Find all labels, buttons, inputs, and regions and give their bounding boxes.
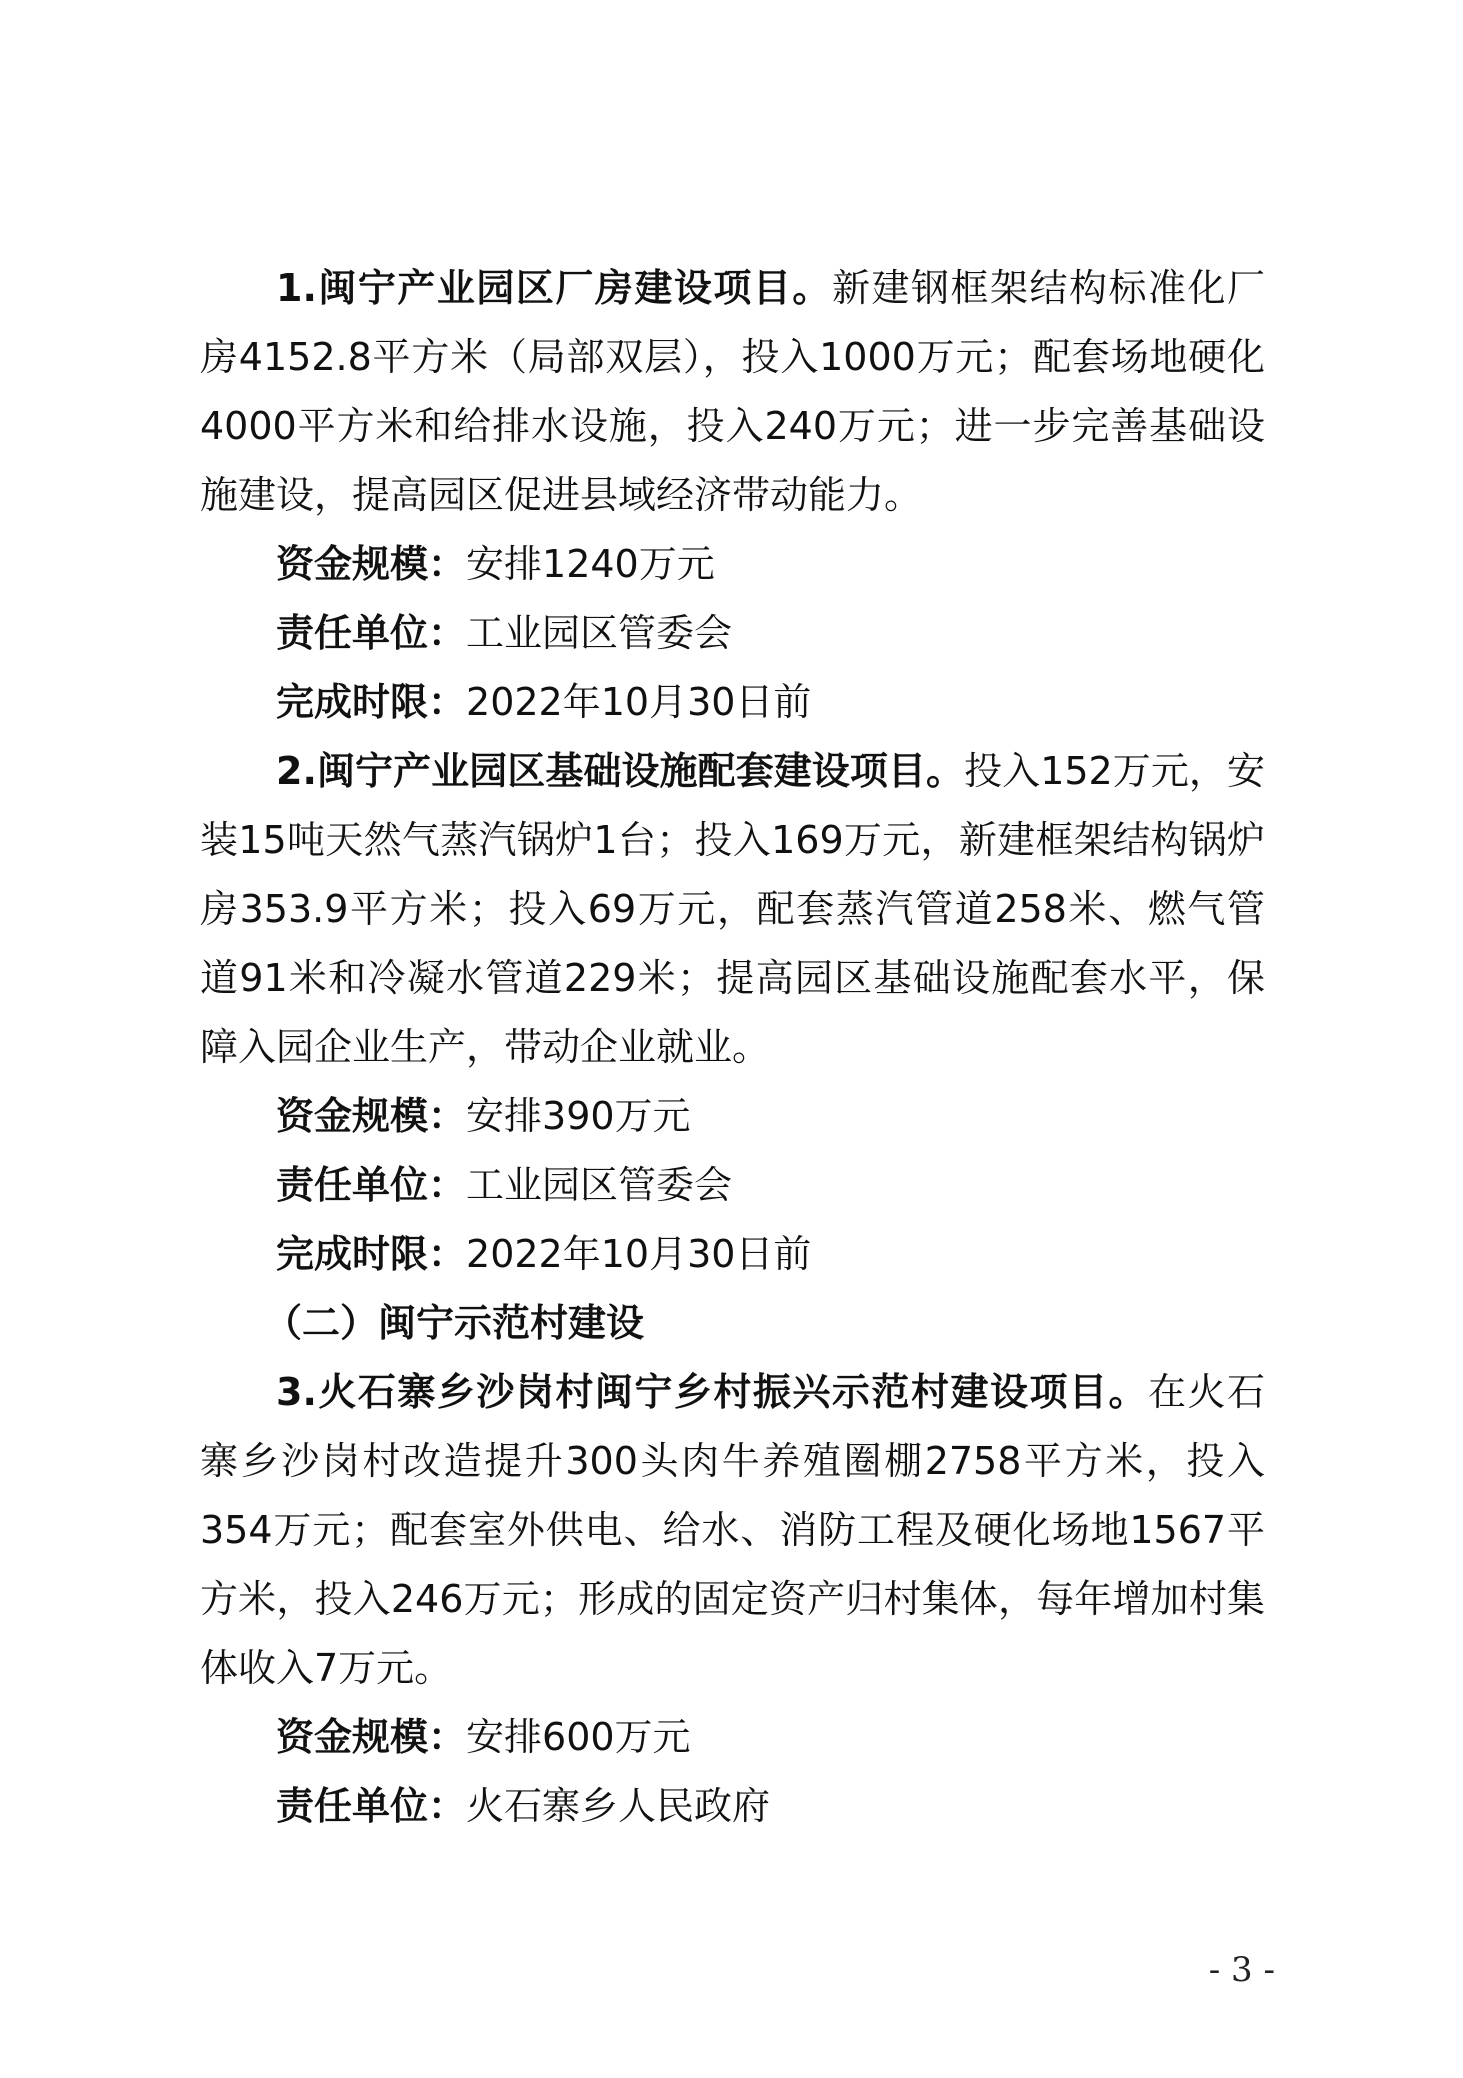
fund-value: 安排390万元 bbox=[466, 1094, 691, 1138]
fund-value: 安排600万元 bbox=[466, 1715, 691, 1759]
project-3-unit bbox=[200, 1772, 1265, 1841]
project-2-fund bbox=[200, 1082, 1265, 1151]
deadline-value: 2022年10月30日前 bbox=[466, 680, 812, 724]
project-2-unit bbox=[200, 1151, 1265, 1220]
fund-label: 资金规模： bbox=[276, 542, 467, 586]
deadline-label: 完成时限： bbox=[276, 680, 467, 724]
project-2-heading: 2.闽宁产业园区基础设施配套建设项目。 bbox=[276, 749, 965, 793]
unit-value: 工业园区管委会 bbox=[466, 1163, 733, 1207]
page-number: - 3 - bbox=[1208, 1950, 1275, 1990]
unit-label: 责任单位： bbox=[276, 611, 467, 655]
project-2-paragraph bbox=[200, 737, 1265, 1082]
project-1-description: 新建钢框架结构标准化厂房4152.8平方米（局部双层），投入1000万元；配套场地硬化4000平方米和给排水设施，投入240万元；进一步完善基础设施建设，提高园区促进县域经济带动能力。 bbox=[200, 266, 1265, 517]
unit-value: 火石寨乡人民政府 bbox=[466, 1784, 771, 1828]
section-heading: （二）闽宁示范村建设 bbox=[264, 1301, 645, 1345]
project-3-fund bbox=[200, 1703, 1265, 1772]
unit-value: 工业园区管委会 bbox=[466, 611, 733, 655]
fund-label: 资金规模： bbox=[276, 1094, 467, 1138]
project-2-description: 投入152万元，安装15吨天然气蒸汽锅炉1台；投入169万元，新建框架结构锅炉房353.9平方米；投入69万元，配套蒸汽管道258米、燃气管道91米和冷凝水管道229米；提高园区基础设施配套水平，保障入园企业生产，带动企业就业。 bbox=[200, 749, 1265, 1069]
project-3-paragraph bbox=[200, 1358, 1265, 1703]
project-1-paragraph bbox=[200, 254, 1265, 530]
fund-value: 安排1240万元 bbox=[466, 542, 715, 586]
unit-label: 责任单位： bbox=[276, 1784, 467, 1828]
project-1-unit bbox=[200, 599, 1265, 668]
deadline-label: 完成时限： bbox=[276, 1232, 467, 1276]
project-3-description: 在火石寨乡沙岗村改造提升300头肉牛养殖圈棚2758平方米，投入354万元；配套室外供电、给水、消防工程及硬化场地1567平方米，投入246万元；形成的固定资产归村集体，每年增加村集体收入7万元。 bbox=[200, 1370, 1265, 1690]
unit-label: 责任单位： bbox=[276, 1163, 467, 1207]
deadline-value: 2022年10月30日前 bbox=[466, 1232, 812, 1276]
project-1-fund bbox=[200, 530, 1265, 599]
document-body bbox=[200, 254, 1265, 1841]
project-1-heading: 1.闽宁产业园区厂房建设项目。 bbox=[276, 266, 832, 310]
project-3-heading: 3.火石寨乡沙岗村闽宁乡村振兴示范村建设项目。 bbox=[276, 1370, 1148, 1414]
project-2-deadline bbox=[200, 1220, 1265, 1289]
project-1-deadline bbox=[200, 668, 1265, 737]
fund-label: 资金规模： bbox=[276, 1715, 467, 1759]
